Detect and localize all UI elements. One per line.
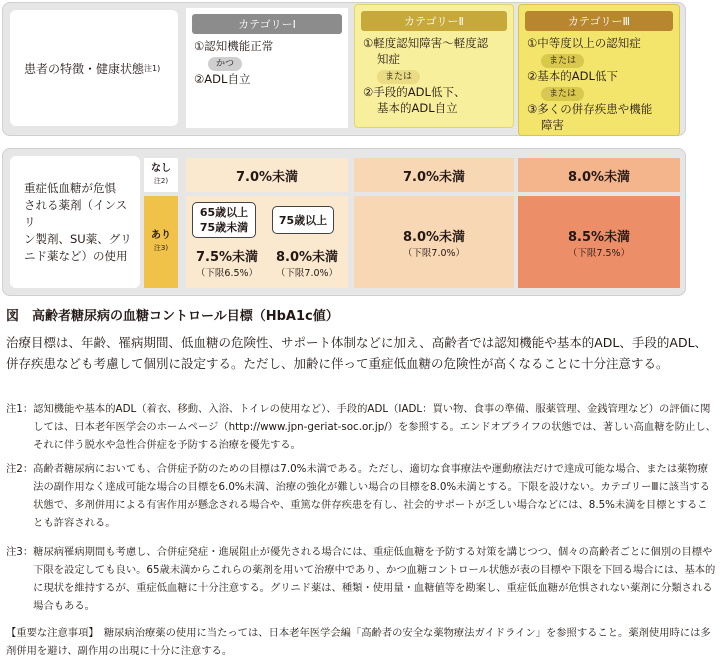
cat1-yes-65-75-value: 7.5%未満 （下限6.5%） bbox=[195, 250, 259, 279]
note-2: 注2： 高齢者糖尿病においても、合併症予防のための目標は7.0%未満である。ただし、適切な食事療法や運動療法だけで達成可能な場合、または薬物療法の副作用なく達成可能な場合の目標を6.0%未満、治療の強化が難しい場合の目標を8.0%未満とする。下限を設けない。カテゴリーⅢに該当する状態で、多剤併用による有害作用が懸念される場合や、重篤な併存疾患を有し、社会的サポートが乏しい場合などには、8.5%未満を目標とすることも許容される。 bbox=[6, 463, 710, 529]
drug-use-none-label: なし 注2) bbox=[144, 158, 178, 192]
cat3-none-target: 8.0%未満 bbox=[518, 158, 680, 192]
cat2-none-target: 7.0%未満 bbox=[354, 158, 514, 192]
category-3-header: カテゴリーⅢ bbox=[525, 11, 673, 31]
or-connector: または bbox=[541, 54, 584, 68]
drug-use-yes-label: あり 注3) bbox=[144, 196, 178, 288]
figure-title: 図 高齢者糖尿病の血糖コントロール目標（HbA1c値） bbox=[6, 309, 339, 324]
and-connector: かつ bbox=[208, 57, 242, 71]
category-2-column bbox=[354, 4, 514, 128]
or-connector: または bbox=[541, 87, 584, 101]
main-paragraph: 治療目標は、年齢、罹病期間、低血糖の危険性、サポート体制などに加え、高齢者では認知機能や基本的ADL、手段的ADL、併存疾患なども考慮して個別に設定する。ただし、加齢に伴って重症低血糖の危険性が高くなることに十分注意する。 bbox=[6, 335, 708, 371]
note-1: 注1： 認知機能や基本的ADL（着衣、移動、入浴、トイレの使用など）、手段的ADL（IADL：買い物、食事の準備、服薬管理、金銭管理など）の評価に関しては、日本老年医学会のホームページ（http://www.jpn-geriat-soc.or.jp/）を参照する。エンドオブライフの状態では、著しい高血糖を防止し、それに伴う脱水や急性合併症を予防する治療を優先する。 bbox=[6, 403, 716, 451]
note-3: 注3： 糖尿病罹病期間も考慮し、合併症発症・進展阻止が優先される場合には、重症低血糖を予防する対策を講じつつ、個々の高齢者ごとに個別の目標や下限を設定しても良い。65歳未満からこれらの薬剤を用いて治療中であり、かつ血糖コントロール状態が表の目標や下限を下回る場合には、基本的に現状を維持するが、重症低血糖に十分注意する。グリニド薬は、種類・使用量・血糖値等を勘案し、重症低血糖が危惧されない薬剤に分類される場合もある。 bbox=[6, 546, 716, 612]
important-notice: 【重要な注意事項】 糖尿病治療薬の使用に当たっては、日本老年医学会編「高齢者の安全な薬物療法ガイドライン」を参照すること。薬剤使用時には多剤併用を避け、副作用の出現に十分に注意する。 bbox=[6, 627, 711, 657]
category-1-column bbox=[186, 8, 348, 128]
cat2-yes-target: 8.0%未満 （下限7.0%） bbox=[354, 196, 514, 288]
patient-characteristics-label: 患者の特徴・健康状態 注1) bbox=[10, 10, 178, 126]
category-2-header: カテゴリーⅡ bbox=[361, 11, 507, 31]
hypoglycemia-drug-label: 重症低血糖が危惧 される薬剤（インスリ ン製剤、SU薬、グリ ニド薬など）の使用 bbox=[10, 156, 140, 288]
cat3-yes-target: 8.5%未満 （下限7.5%） bbox=[518, 196, 680, 288]
cat1-yes-target bbox=[186, 196, 348, 288]
category-1-criteria: ①認知機能正常 かつ ②ADL自立 bbox=[194, 39, 274, 86]
age-65-75-box: 65歳以上 75歳未満 bbox=[192, 202, 256, 238]
cat1-none-target: 7.0%未満 bbox=[186, 158, 348, 192]
category-3-column bbox=[518, 4, 680, 136]
cat1-yes-75-plus-value: 8.0%未満 （下限7.0%） bbox=[275, 250, 339, 279]
category-2-criteria: ①軽度認知障害〜軽度認 知症 または ②手段的ADL低下、 基本的ADL自立 bbox=[363, 36, 489, 115]
category-1-header: カテゴリーⅠ bbox=[192, 14, 342, 34]
age-75-plus-box: 75歳以上 bbox=[272, 206, 334, 234]
category-3-criteria: ①中等度以上の認知症 または ②基本的ADL低下 または ③多くの併存疾患や機能 障害 bbox=[527, 36, 653, 132]
or-connector: または bbox=[377, 70, 420, 84]
